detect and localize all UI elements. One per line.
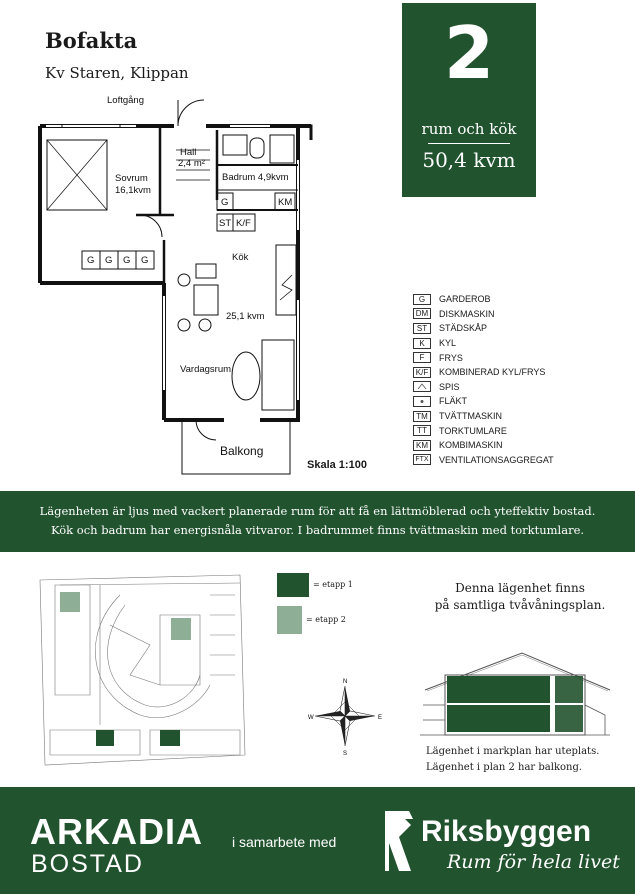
legend-item xyxy=(413,394,554,409)
balcony-label: Balkong xyxy=(220,444,264,458)
legend-label: VENTILATIONSAGGREGAT xyxy=(439,454,554,465)
legend-item xyxy=(413,423,554,438)
plan-legend xyxy=(413,292,554,467)
building-section xyxy=(415,645,615,745)
rooms-count: 2 xyxy=(443,11,495,95)
legend-label: STÄDSKÅP xyxy=(439,323,488,334)
legend-item xyxy=(413,307,554,322)
compass-w: W xyxy=(308,715,314,721)
hall-label: Hall xyxy=(180,147,197,158)
floor-plan xyxy=(0,0,400,480)
site-plan xyxy=(0,555,400,785)
site-etapp1-block xyxy=(96,730,114,746)
legend-item xyxy=(413,321,554,336)
etapp1-swatch xyxy=(277,573,309,597)
legend-label: KOMBIMASKIN xyxy=(439,440,503,451)
legend-code: G xyxy=(413,294,431,305)
availability-line-1: Denna lägenhet finns xyxy=(455,581,585,595)
legend-code: ST xyxy=(413,323,431,334)
legend-label: KYL xyxy=(439,338,457,349)
arkadia-logo-subtitle: BOSTAD xyxy=(31,850,144,878)
summary-divider xyxy=(428,143,510,144)
legend-label: TVÄTTMASKIN xyxy=(439,411,503,422)
legend-label: DISKMASKIN xyxy=(439,308,495,319)
plan-scale: Skala 1:100 xyxy=(307,459,367,471)
total-area: 50,4 kvm xyxy=(422,148,516,172)
bathroom-label: Badrum 4,9kvm xyxy=(222,172,289,183)
kylfrys-code: K/F xyxy=(236,218,251,229)
site-etapp2-block xyxy=(60,592,80,612)
etapp1-label: = etapp 1 xyxy=(313,580,353,589)
partner-text: i samarbete med xyxy=(232,834,337,850)
legend-code: TM xyxy=(413,411,431,422)
lower-apartment xyxy=(447,705,550,732)
etapp2-label: = etapp 2 xyxy=(306,615,346,624)
compass-s: S xyxy=(343,751,348,757)
site-etapp2-block xyxy=(171,618,191,640)
apartment-summary xyxy=(402,3,536,197)
legend-label: FLÄKT xyxy=(439,396,468,407)
stadskap-code: ST xyxy=(219,218,232,229)
description-line-1: Lägenheten är ljus med vackert planerade rum för att få en lättmöblerad och yteffektiv bostad. xyxy=(39,504,596,518)
compass-icon xyxy=(315,686,375,746)
footer xyxy=(0,787,635,894)
wardrobe-code: G xyxy=(221,197,229,208)
legend-code: K/F xyxy=(413,367,431,378)
legend-code: F xyxy=(413,352,431,363)
riksbyggen-logo-icon xyxy=(381,807,417,875)
legend-label: KOMBINERAD KYL/FRYS xyxy=(439,367,546,378)
availability-line-2: på samtliga tvåvåningsplan. xyxy=(434,598,606,612)
wardrobe-code-3: G xyxy=(123,255,131,266)
hall-area-label: 2,4 m² xyxy=(178,158,205,169)
fan-icon xyxy=(413,396,431,407)
rooms-label: rum och kök xyxy=(421,120,517,138)
site-etapp1-block xyxy=(160,730,180,746)
legend-item xyxy=(413,453,554,468)
legend-label: SPIS xyxy=(439,381,460,392)
loftgang-label: Loftgång xyxy=(107,95,144,106)
legend-label: TORKTUMLARE xyxy=(439,425,507,436)
legend-item xyxy=(413,350,554,365)
legend-item xyxy=(413,365,554,380)
arkadia-logo-name: ARKADIA xyxy=(30,811,203,852)
legend-item xyxy=(413,438,554,453)
legend-item xyxy=(413,409,554,424)
legend-code: DM xyxy=(413,308,431,319)
availability-note xyxy=(410,580,630,614)
bedroom-area-label: 16,1kvm xyxy=(115,185,151,196)
wardrobe-code-1: G xyxy=(87,255,95,266)
kitchen-area-label: 25,1 kvm xyxy=(226,311,265,322)
legend-code: FTX xyxy=(413,454,431,465)
upper-apartment xyxy=(447,676,550,703)
legend-label: FRYS xyxy=(439,352,463,363)
wardrobe-code-4: G xyxy=(141,255,149,266)
stove-icon xyxy=(413,381,431,392)
legend-item xyxy=(413,292,554,307)
kombimaskin-code: KM xyxy=(278,197,293,208)
compass-n: N xyxy=(343,679,348,685)
kitchen-label: Kök xyxy=(232,252,249,263)
wardrobe-code-2: G xyxy=(105,255,113,266)
legend-code: K xyxy=(413,338,431,349)
legend-code: TT xyxy=(413,425,431,436)
riksbyggen-slogan: Rum för hela livet xyxy=(447,851,620,873)
legend-item xyxy=(413,380,554,395)
page-subtitle: Kv Staren, Klippan xyxy=(45,64,189,82)
riksbyggen-logo-name: Riksbyggen xyxy=(421,815,592,848)
legend-code: KM xyxy=(413,440,431,451)
page-title: Bofakta xyxy=(45,28,138,53)
etapp2-swatch xyxy=(277,606,302,634)
legend-label: GARDEROB xyxy=(439,294,491,305)
livingroom-label: Vardagsrum xyxy=(180,364,232,375)
compass-e: E xyxy=(378,715,383,721)
bedroom-label: Sovrum xyxy=(115,173,148,184)
legend-item xyxy=(413,336,554,351)
level-note-line-1: Lägenhet i markplan har uteplats. xyxy=(426,746,600,757)
level-note-line-2: Lägenhet i plan 2 har balkong. xyxy=(426,762,583,773)
level-note xyxy=(426,744,599,776)
description-band xyxy=(0,491,635,552)
description-line-2: Kök och badrum har energisnåla vitvaror. I badrummet finns tvättmaskin med torktumlare. xyxy=(50,523,585,537)
